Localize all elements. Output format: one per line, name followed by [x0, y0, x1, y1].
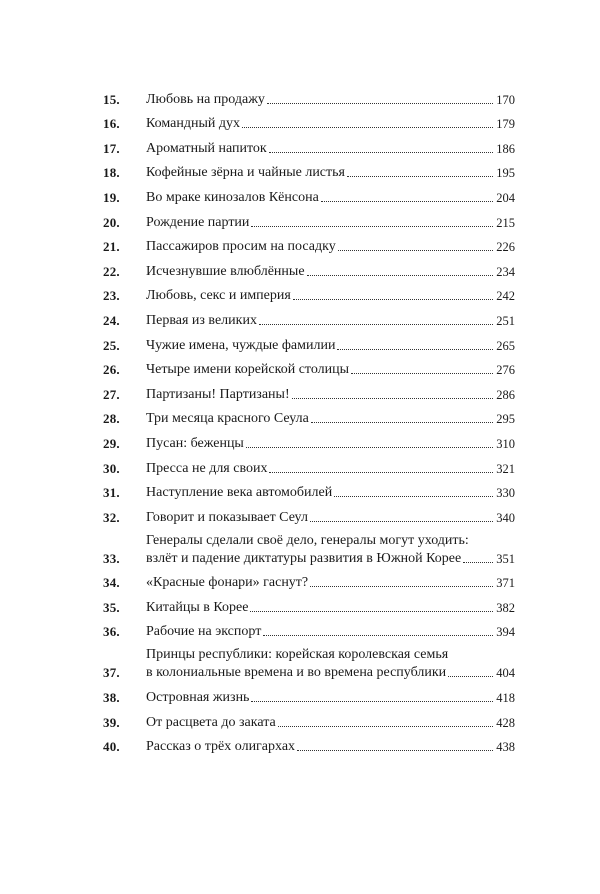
dot-leader — [292, 398, 494, 399]
toc-entry[interactable] — [103, 707, 515, 732]
chapter-title-block — [146, 164, 515, 182]
page-number: 170 — [496, 92, 515, 107]
chapter-title-row — [146, 189, 515, 207]
toc-entry[interactable] — [103, 182, 515, 207]
chapter-title: Первая из великих — [146, 312, 257, 328]
dot-leader — [311, 422, 493, 423]
dot-leader — [321, 201, 493, 202]
chapter-number: 40. — [103, 739, 120, 755]
dot-leader — [259, 324, 493, 325]
dot-leader — [269, 472, 493, 473]
page-number: 404 — [496, 666, 515, 681]
page-number: 179 — [496, 117, 515, 132]
chapter-title-row — [146, 509, 515, 527]
toc-entry[interactable] — [103, 232, 515, 257]
chapter-title-row — [146, 623, 515, 641]
chapter-title: Партизаны! Партизаны! — [146, 386, 290, 402]
chapter-title: Пресса не для своих — [146, 460, 268, 476]
page-number: 428 — [496, 715, 515, 730]
page-number: 276 — [496, 363, 515, 378]
chapter-title-block — [146, 623, 515, 641]
chapter-number: 34. — [103, 575, 120, 591]
chapter-title: Любовь, секс и империя — [146, 288, 291, 304]
chapter-title-row — [146, 115, 515, 133]
chapter-title: Пусан: беженцы — [146, 435, 244, 451]
toc-entry[interactable] — [103, 84, 515, 109]
toc-entry[interactable] — [103, 158, 515, 183]
dot-leader — [448, 676, 493, 677]
page-number: 186 — [496, 141, 515, 156]
chapter-number: 27. — [103, 386, 120, 402]
chapter-number: 37. — [103, 665, 120, 681]
dot-leader — [251, 701, 493, 702]
toc-entry[interactable] — [103, 732, 515, 757]
chapter-title: Рассказ о трёх олигархах — [146, 739, 296, 755]
chapter-title-block — [146, 91, 515, 109]
chapter-title-row — [146, 238, 515, 256]
dot-leader — [246, 447, 493, 448]
chapter-title: Рождение партии — [146, 214, 250, 230]
chapter-title-row — [146, 287, 515, 305]
chapter-title: Островная жизнь — [146, 690, 250, 706]
chapter-title-row — [146, 312, 515, 330]
chapter-title-block — [146, 484, 515, 502]
chapter-title: взлёт и падение диктатуры развития в Южной Корее — [146, 550, 462, 566]
chapter-title-row — [146, 664, 515, 682]
chapter-title-row — [146, 435, 515, 453]
chapter-title-row — [146, 714, 515, 732]
chapter-title-block — [146, 435, 515, 453]
chapter-title-row — [146, 140, 515, 158]
chapter-title-row — [146, 738, 515, 756]
chapter-title: Любовь на продажу — [146, 91, 265, 107]
dot-leader — [251, 226, 493, 227]
chapter-number: 18. — [103, 165, 120, 181]
chapter-number: 36. — [103, 624, 120, 640]
chapter-title-block — [146, 509, 515, 527]
dot-leader — [297, 750, 493, 751]
dot-leader — [293, 299, 493, 300]
dot-leader — [310, 521, 493, 522]
toc-entry[interactable] — [103, 478, 515, 503]
chapter-title-block — [146, 599, 515, 617]
chapter-title: Три месяца красного Сеула — [146, 411, 309, 427]
chapter-number: 26. — [103, 362, 120, 378]
chapter-title-block — [146, 287, 515, 305]
chapter-title-row — [146, 574, 515, 592]
chapter-title: «Красные фонари» гаснут? — [146, 575, 309, 591]
dot-leader — [250, 611, 493, 612]
toc-entry[interactable] — [103, 641, 515, 682]
chapter-number: 33. — [103, 550, 120, 566]
chapter-title-row — [146, 689, 515, 707]
chapter-title-block — [146, 714, 515, 732]
chapter-title-block — [146, 361, 515, 379]
toc-entry[interactable] — [103, 355, 515, 380]
toc-entry[interactable] — [103, 330, 515, 355]
chapter-title-block — [146, 646, 515, 682]
toc-entry[interactable] — [103, 379, 515, 404]
toc-entry[interactable] — [103, 527, 515, 568]
chapter-title-block — [146, 738, 515, 756]
chapter-title-block — [146, 238, 515, 256]
chapter-title-block — [146, 337, 515, 355]
chapter-title-block — [146, 263, 515, 281]
dot-leader — [263, 635, 493, 636]
page-number: 310 — [496, 436, 515, 451]
chapter-number: 15. — [103, 91, 120, 107]
page-number: 286 — [496, 387, 515, 402]
chapter-title-row — [146, 263, 515, 281]
chapter-title: Исчезнувшие влюблённые — [146, 263, 305, 279]
chapter-title-block — [146, 460, 515, 478]
chapter-title: Во мраке кинозалов Кёнсона — [146, 189, 319, 205]
chapter-title: Пассажиров просим на посадку — [146, 239, 336, 255]
dot-leader — [307, 275, 494, 276]
chapter-number: 19. — [103, 189, 120, 205]
chapter-title: Ароматный напиток — [146, 140, 267, 156]
chapter-title: в колониальные времена и во времена республики — [146, 665, 447, 681]
dot-leader — [242, 127, 493, 128]
dot-leader — [347, 176, 493, 177]
chapter-number: 23. — [103, 288, 120, 304]
toc-entry[interactable] — [103, 207, 515, 232]
chapter-number: 39. — [103, 714, 120, 730]
chapter-number: 21. — [103, 239, 120, 255]
dot-leader — [338, 250, 494, 251]
chapter-title-block — [146, 574, 515, 592]
chapter-title-row — [146, 410, 515, 428]
chapter-title-row — [146, 599, 515, 617]
page-number: 295 — [496, 412, 515, 427]
chapter-number: 22. — [103, 263, 120, 279]
page-number: 234 — [496, 264, 515, 279]
chapter-title-row — [146, 386, 515, 404]
chapter-title: Командный дух — [146, 116, 240, 132]
chapter-title-line1: Генералы сделали своё дело, генералы могут уходить: — [146, 532, 469, 548]
page-number: 394 — [496, 625, 515, 640]
dot-leader — [267, 103, 493, 104]
toc-entry[interactable] — [103, 453, 515, 478]
chapter-title-block — [146, 689, 515, 707]
chapter-number: 17. — [103, 140, 120, 156]
toc-entry[interactable] — [103, 568, 515, 593]
chapter-title-row — [146, 550, 515, 568]
chapter-title-row — [146, 91, 515, 109]
chapter-title: От расцвета до заката — [146, 714, 276, 730]
chapter-title-row — [146, 361, 515, 379]
page-number: 215 — [496, 215, 515, 230]
toc-entry[interactable] — [103, 592, 515, 617]
chapter-number: 20. — [103, 214, 120, 230]
page-number: 382 — [496, 600, 515, 615]
dot-leader — [334, 496, 493, 497]
page-number: 438 — [496, 740, 515, 755]
page-number: 265 — [496, 338, 515, 353]
page-number: 330 — [496, 486, 515, 501]
chapter-number: 24. — [103, 312, 120, 328]
page-number: 204 — [496, 190, 515, 205]
page-number: 226 — [496, 240, 515, 255]
page-number: 195 — [496, 166, 515, 181]
toc-entry[interactable] — [103, 133, 515, 158]
dot-leader — [278, 726, 494, 727]
page-number: 351 — [496, 551, 515, 566]
chapter-number: 38. — [103, 690, 120, 706]
chapter-title-line1: Принцы республики: корейская королевская семья — [146, 647, 449, 663]
dot-leader — [269, 152, 494, 153]
dot-leader — [351, 373, 493, 374]
dot-leader — [310, 586, 493, 587]
chapter-title: Китайцы в Корее — [146, 599, 249, 615]
chapter-number: 30. — [103, 460, 120, 476]
chapter-title-block — [146, 115, 515, 133]
chapter-title: Чужие имена, чуждые фамилии — [146, 337, 336, 353]
page-number: 321 — [496, 461, 515, 476]
chapter-title-row — [146, 460, 515, 478]
chapter-title: Четыре имени корейской столицы — [146, 362, 350, 378]
page-number: 251 — [496, 313, 515, 328]
toc-entry[interactable] — [103, 502, 515, 527]
chapter-title-block — [146, 410, 515, 428]
toc-entry[interactable] — [103, 281, 515, 306]
page-number: 418 — [496, 691, 515, 706]
chapter-title: Кофейные зёрна и чайные листья — [146, 165, 345, 181]
dot-leader — [337, 349, 493, 350]
table-of-contents — [103, 84, 515, 756]
toc-entry[interactable] — [103, 305, 515, 330]
chapter-title: Говорит и показывает Сеул — [146, 509, 308, 525]
chapter-title: Рабочие на экспорт — [146, 624, 262, 640]
chapter-title-row — [146, 337, 515, 355]
page-number: 242 — [496, 289, 515, 304]
chapter-title-block — [146, 140, 515, 158]
chapter-title-block — [146, 214, 515, 232]
chapter-title-block — [146, 189, 515, 207]
chapter-number: 32. — [103, 509, 120, 525]
chapter-title-block — [146, 532, 515, 568]
chapter-title-row — [146, 214, 515, 232]
chapter-title-row — [146, 484, 515, 502]
toc-entry[interactable] — [103, 428, 515, 453]
chapter-title-block — [146, 312, 515, 330]
chapter-number: 29. — [103, 435, 120, 451]
page-number: 371 — [496, 576, 515, 591]
chapter-title: Наступление века автомобилей — [146, 485, 333, 501]
dot-leader — [463, 562, 493, 563]
chapter-number: 35. — [103, 599, 120, 615]
page-number: 340 — [496, 510, 515, 525]
toc-entry[interactable] — [103, 404, 515, 429]
chapter-number: 28. — [103, 411, 120, 427]
toc-entry[interactable] — [103, 682, 515, 707]
chapter-number: 31. — [103, 485, 120, 501]
chapter-number: 25. — [103, 337, 120, 353]
toc-entry[interactable] — [103, 109, 515, 134]
chapter-title-row — [146, 164, 515, 182]
chapter-number: 16. — [103, 116, 120, 132]
toc-entry[interactable] — [103, 256, 515, 281]
chapter-title-block — [146, 386, 515, 404]
toc-entry[interactable] — [103, 617, 515, 642]
